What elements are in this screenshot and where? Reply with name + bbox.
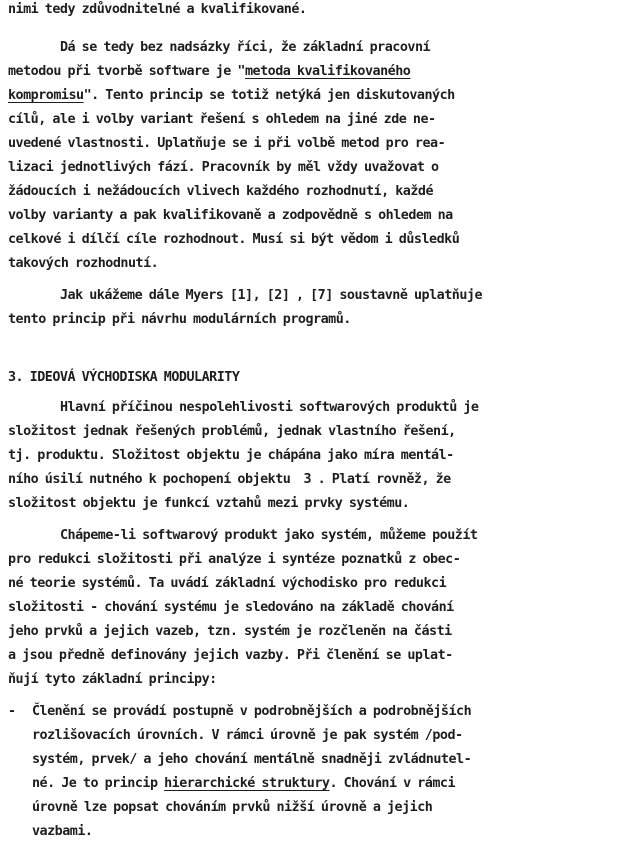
list-item-line: úrovně lze popsat chováním prvků nižší úrovně a jejich <box>32 800 433 815</box>
list-item-line: rozlišovacích úrovních. V rámci úrovně je pak systém /pod- <box>32 728 463 743</box>
paragraph-first-line: Chápeme-li softwarový produkt jako systém, můžeme použít <box>60 528 478 543</box>
text-line: uvedené vlastnosti. Uplatňuje se i při volbě metod pro rea- <box>8 136 446 151</box>
list-item-line <box>32 774 455 794</box>
underlined-term: metoda kvalifikovaného <box>244 64 411 79</box>
text-fragment: . Chování v rámci <box>329 776 456 791</box>
list-item-line: vazbami. <box>32 824 93 839</box>
list-item-line: systém, prvek/ a jeho chování mentálně snadněji zvládnutel- <box>32 752 472 767</box>
text-line: tento princip při návrhu modulárních programů. <box>8 312 351 327</box>
text-line: a jsou předně definovány jejich vazby. Při členění se uplat- <box>8 648 453 663</box>
text-line: volby varianty a pak kvalifikovaně a zodpovědně s ohledem na <box>8 208 453 223</box>
underlined-term: kompromisu <box>8 88 84 103</box>
paragraph-first-line: Jak ukážeme dále Myers [1], [2] , [7] soustavně uplatňuje <box>60 288 483 303</box>
text-line <box>8 62 410 82</box>
text-line: nimi tedy zdůvodnitelné a kvalifikované. <box>8 2 307 17</box>
text-line: lizaci jednotlivých fází. Pracovník by měl vždy uvažovat o <box>8 160 439 175</box>
list-item-dash: - <box>8 704 23 719</box>
text-line: složitosti - chování systému je sledováno na základě chování <box>8 600 454 615</box>
text-line: žádoucích i nežádoucích vlivech každého rozhodnutí, každé <box>8 184 434 199</box>
text-line: složitost objektu je funkcí vztahů mezi prvky systému. <box>8 496 410 511</box>
paragraph-first-line: Dá se tedy bez nadsázky říci, že základní pracovní <box>60 40 431 55</box>
text-line: cílů, ale i volby variant řešení s ohledem na jiné zde ne- <box>8 112 436 127</box>
text-line: složitost jednak řešených problémů, jednak vlastního řešení, <box>8 424 456 439</box>
paragraph-first-line: Hlavní příčinou nespolehlivosti softwarových produktů je <box>60 400 479 415</box>
text-line: celkové i dílčí cíle rozhodnout. Musí si být vědom i důsledků <box>8 232 460 247</box>
text-line: ního úsilí nutného k pochopení objektu 3 . Platí rovněž, že <box>8 472 451 487</box>
text-line: tj. produktu. Složitost objektu je chápána jako míra mentál- <box>8 448 454 463</box>
text-line: pro redukci složitosti při analýze i syntéze poznatků z obec- <box>8 552 461 567</box>
text-line: ňují tyto základní principy: <box>8 672 217 687</box>
text-line <box>8 86 455 106</box>
underlined-term: hierarchické struktury <box>164 776 330 791</box>
list-item-line: Členění se provádí postupně v podrobnějších a podrobnějších <box>32 704 472 719</box>
text-line: né teorie systémů. Ta uvádí základní východisko pro redukci <box>8 576 447 591</box>
text-line: jeho prvků a jejich vazeb, tzn. systém je rozčleněn na části <box>8 624 452 639</box>
text-fragment: ". Tento princip se totiž netýká jen diskutovaných <box>83 88 455 103</box>
text-fragment: metodou při tvorbě software je " <box>8 64 245 79</box>
text-fragment: né. Je to princip <box>32 776 165 791</box>
text-line: takových rozhodnutí. <box>8 256 159 271</box>
section-heading: 3. IDEOVÁ VÝCHODISKA MODULARITY <box>8 370 240 385</box>
